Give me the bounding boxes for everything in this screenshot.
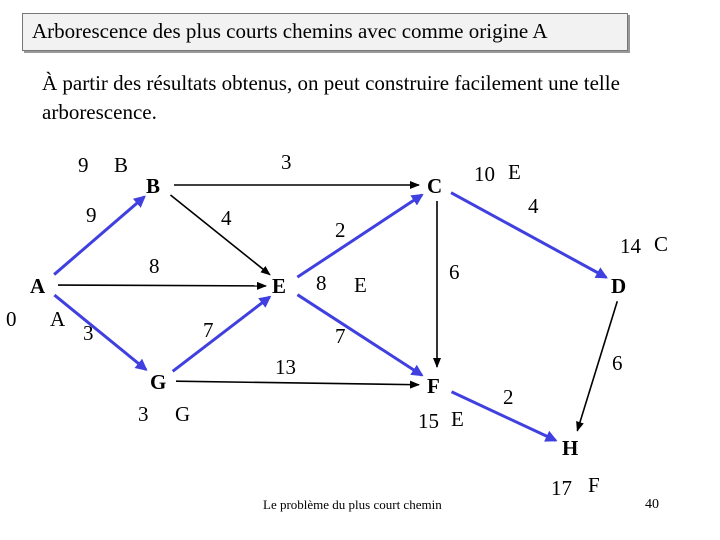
label-b-dist: 9 (78, 153, 89, 177)
weight-b-c: 3 (281, 150, 292, 174)
node-g: G (150, 370, 167, 394)
edge-g-f (176, 381, 419, 385)
node-e: E (272, 274, 287, 298)
label-g-pred: G (175, 402, 191, 426)
footer-text: Le problème du plus court chemin (263, 497, 442, 512)
label-a-pred: A (50, 307, 66, 331)
weight-a-g: 3 (83, 321, 94, 345)
weight-c-d: 4 (528, 194, 539, 218)
edge-a-b (54, 197, 144, 275)
weight-e-c: 2 (335, 218, 346, 242)
edge-e-c (297, 195, 422, 277)
label-f-dist: 15 (418, 409, 439, 433)
label-d-dist: 14 (620, 234, 641, 258)
label-b-pred: B (114, 153, 129, 177)
node-b: B (146, 174, 161, 198)
label-d-pred: C (654, 232, 669, 256)
node-a: A (30, 274, 46, 298)
weight-a-e: 8 (149, 254, 160, 278)
label-f-pred: E (451, 407, 464, 431)
label-c-pred: E (508, 160, 521, 184)
intro-text: À partir des résultats obtenus, on peut construire facilement une telle arborescence. (42, 71, 620, 124)
label-c-dist: 10 (474, 162, 495, 186)
weight-f-h: 2 (503, 385, 514, 409)
node-c: C (427, 174, 443, 198)
label-g-dist: 3 (138, 402, 149, 426)
label-h-pred: F (588, 473, 600, 497)
weight-e-f: 7 (335, 324, 346, 348)
node-f: F (427, 374, 440, 398)
page-number: 40 (645, 497, 659, 512)
weight-d-h: 6 (612, 351, 623, 375)
node-h: H (562, 436, 579, 460)
weight-g-e: 7 (203, 318, 214, 342)
edge-a-e (58, 285, 266, 286)
label-e-pred: E (354, 273, 367, 297)
weight-c-f: 6 (449, 260, 460, 284)
edge-a-g (54, 295, 146, 370)
label-a-dist: 0 (6, 307, 17, 331)
label-h-dist: 17 (551, 476, 572, 500)
weight-a-b: 9 (86, 203, 97, 227)
weight-g-f: 13 (275, 355, 296, 379)
edge-e-f (297, 295, 421, 376)
edge-g-e (173, 297, 270, 371)
slide-title: Arborescence des plus courts chemins avec comme origine A (32, 19, 548, 43)
label-e-dist: 8 (316, 271, 327, 295)
node-d: D (611, 274, 627, 298)
weight-b-e: 4 (221, 206, 232, 230)
